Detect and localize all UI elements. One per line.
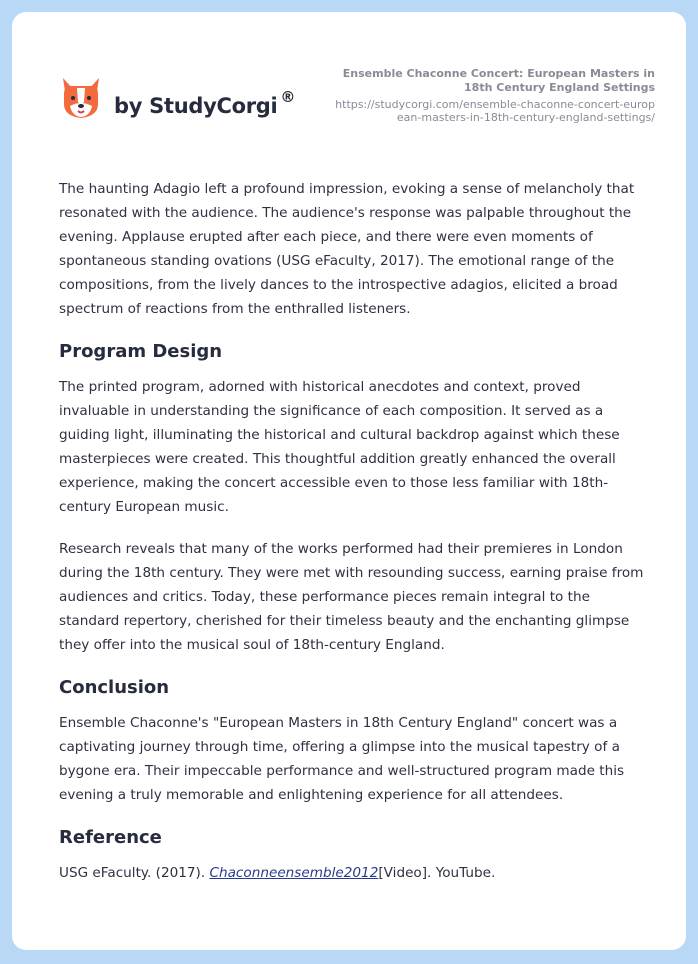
article-body [59, 177, 649, 903]
brand-name: by StudyCorgi ® [114, 88, 296, 118]
section-heading-conclusion: Conclusion [59, 677, 170, 698]
document-url[interactable]: https://studycorgi.com/ensemble-chaconne-concert-european-masters-in-18th-century-england-settings/ [335, 98, 655, 124]
registered-mark: ® [280, 88, 296, 106]
program-design-paragraph-2: Research reveals that many of the works performed had their premieres in London during the 18th century. They were met with resounding success, earning praise from audiences and critics. Today, these performance pieces remain integral to the standard repertory, cherished for their timeless beauty and the enchanting glimpse they offer into the musical soul of 18th-century England. [59, 541, 644, 653]
document-page [12, 12, 686, 950]
studycorgi-logo[interactable] [60, 76, 295, 122]
intro-paragraph: The haunting Adagio left a profound impression, evoking a sense of melancholy that resonated with the audience. The audience's response was palpable throughout the evening. Applause erupted after each piece, and there were even moments of spontaneous standing ovations (USG eFaculty, 2017). The emotional range of the compositions, from the lively dances to the introspective adagios, elicited a broad spectrum of reactions from the enthralled listeners. [59, 181, 635, 317]
program-design-paragraph-1: The printed program, adorned with historical anecdotes and context, proved invaluable in understanding the significance of each composition. It served as a guiding light, illuminating the historical and cultural backdrop against which these masterpieces were created. This thoughtful addition greatly enhanced the overall experience, making the concert accessible even to those less familiar with 18th-century European music. [59, 379, 620, 515]
document-meta [335, 67, 655, 124]
section-heading-reference: Reference [59, 827, 162, 848]
reference-video-link[interactable]: Chaconneensemble2012 [209, 865, 379, 881]
conclusion-paragraph: Ensemble Chaconne's "European Masters in 18th Century England" concert was a captivating journey through time, offering a glimpse into the musical tapestry of a bygone era. Their impeccable performance and well-structured program made this evening a truly memorable and enlightening experience for all attendees. [59, 715, 625, 803]
reference-suffix: [Video]. YouTube. [378, 865, 496, 881]
corgi-icon [60, 76, 102, 122]
section-heading-program-design: Program Design [59, 341, 223, 362]
reference-entry [59, 861, 649, 885]
reference-prefix: USG eFaculty. (2017). [59, 865, 210, 881]
document-title: Ensemble Chaconne Concert: European Masters in 18th Century England Settings [342, 67, 655, 94]
header [12, 12, 686, 152]
